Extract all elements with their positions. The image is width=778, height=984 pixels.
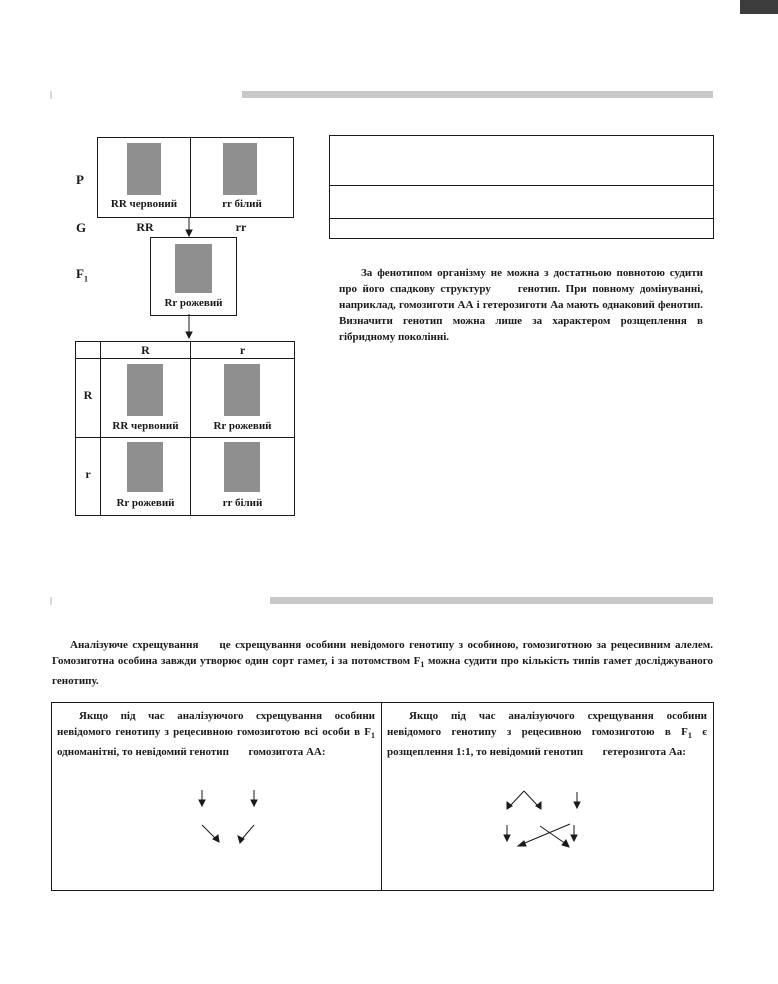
- left-case-text: Якщо під час аналізуючого схрещування особини невідомого генотипу з рецесивною гомозиготою всі особи в $F_1$ одноманітні, то невідомий генотип гомозигота АА:: [57, 710, 375, 759]
- parent-red-caption: RR червоний: [110, 198, 178, 210]
- analysis-intro-paragraph: Аналізуюче схрещування це схрещування особини невідомого генотипу з особиною, гомозиготною за рецесивним алелем. Гомозиготна особина завжди утворює один сорт гамет, і за потомством $F_1$ можна судити про кількість типів гамет досліджуваного генотипу.: [52, 639, 714, 688]
- gamete-left: RR: [136, 220, 154, 234]
- parent-white-caption: rr білий: [222, 198, 262, 210]
- punnett-col-header: R: [141, 343, 150, 357]
- punnett-cell-caption: RR червоний: [112, 420, 179, 432]
- phenotype-paragraph: За фенотипом організму не можна з достатньою повнотою судити про його спадкову структуру генотип. При повному домінуванні, наприклад, гомозиготи АА і гетерозиготи Аа мають однаковий фенотип. Визначити генотип можна лише за характером розщеплення в гібридному поколінні.: [339, 267, 704, 343]
- punnett-row-header: r: [85, 467, 91, 481]
- label-gametes: G: [76, 220, 87, 235]
- right-case-text: Якщо під час аналізуючого схрещування особини невідомого генотипу з рецесивною гомозиготою в $F_1$ є розщеплення 1:1, то невідомий генотип гетерозигота Аа:: [387, 710, 708, 759]
- punnett-cell-caption: Rr рожевий: [213, 420, 272, 432]
- punnett-col-header: r: [239, 343, 246, 357]
- punnett-cell-caption: Rr рожевий: [116, 497, 175, 509]
- punnett-row-header: R: [83, 388, 93, 402]
- label-parents: P: [76, 172, 84, 187]
- label-f1: $F_1$: [76, 266, 88, 284]
- gamete-right: rr: [235, 220, 247, 234]
- punnett-cell-caption: rr білий: [222, 497, 263, 509]
- f1-caption: Rr рожевий: [164, 297, 223, 309]
